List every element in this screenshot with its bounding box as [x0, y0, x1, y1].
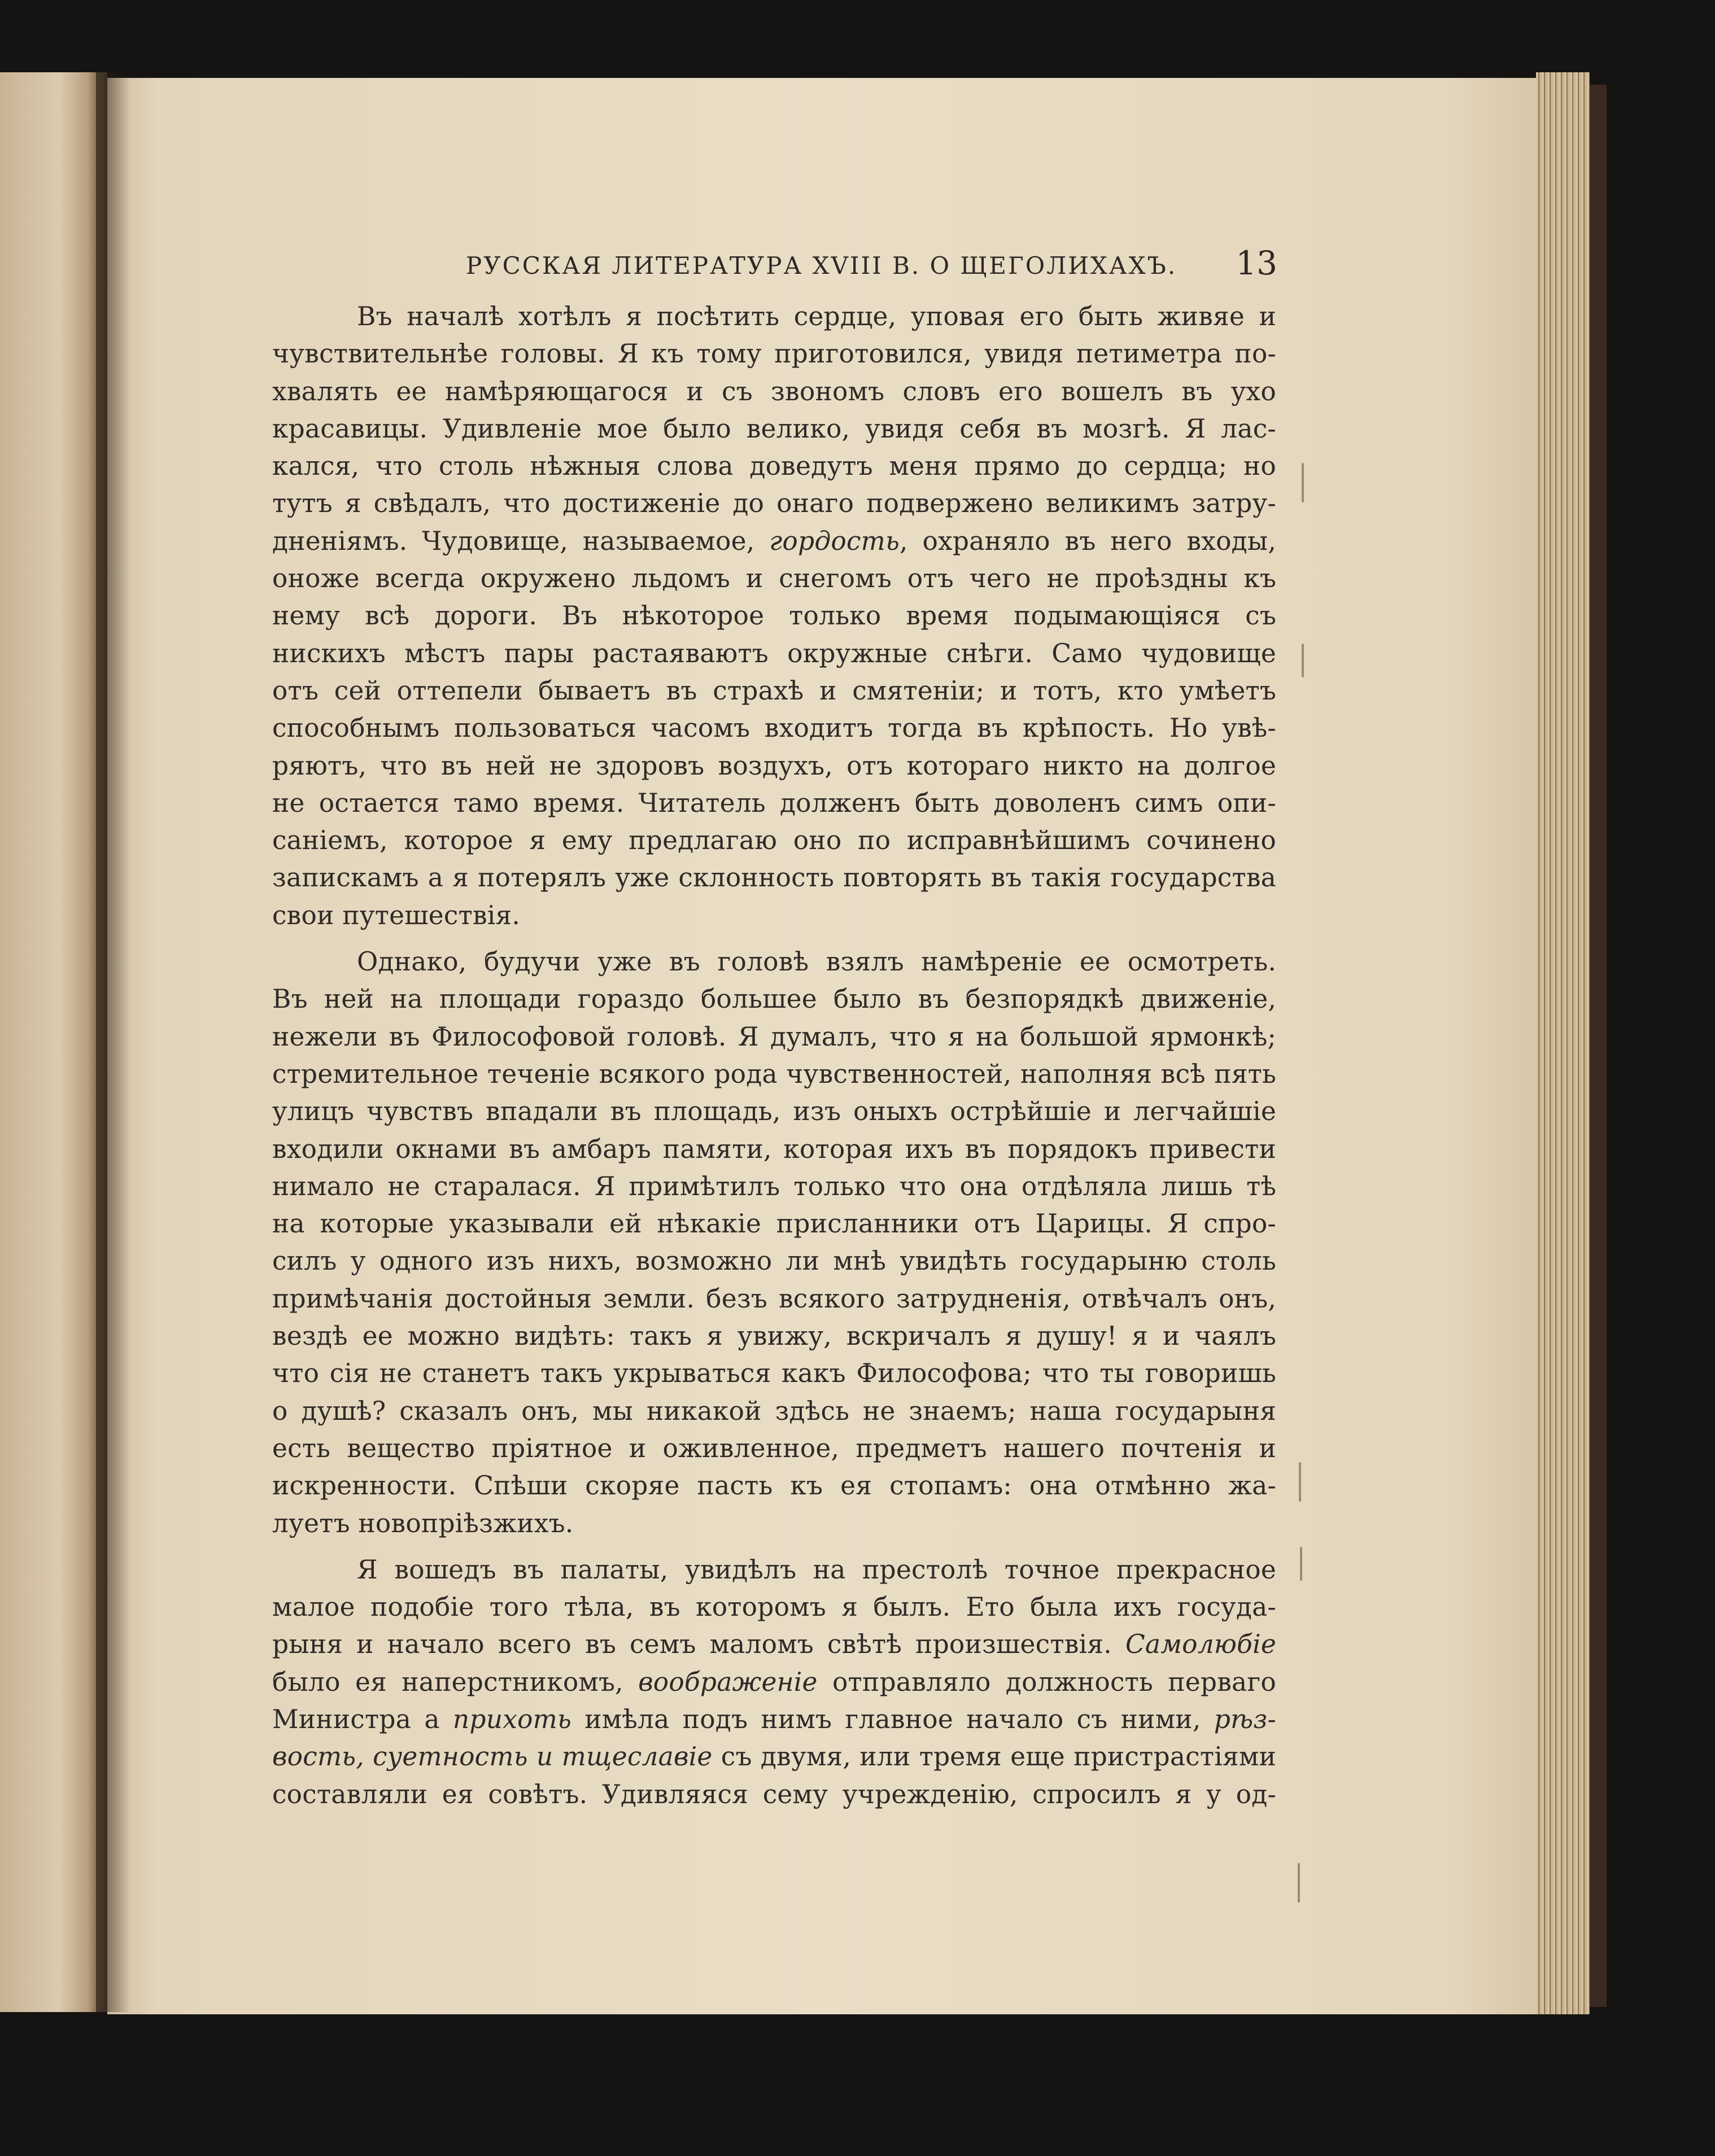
text-run: не остается тамо время. Читатель долженъ быть доволенъ симъ опи- [272, 788, 1276, 818]
text-line [272, 785, 1276, 822]
text-run: луетъ новопріѣзжихъ. [272, 1508, 574, 1538]
text-line [272, 298, 1276, 335]
text-line [272, 448, 1276, 485]
text-run: ряютъ, что въ ней не здоровъ воздухъ, отъ котораго никто на долгое [272, 750, 1276, 781]
text-run: , охраняло въ него входы, [899, 526, 1276, 556]
text-run: составляли ея совѣтъ. Удивляяся сему учрежденію, спросилъ я у од- [272, 1779, 1276, 1809]
text-run: отправляло должность перваго [817, 1667, 1276, 1697]
left-page-edge [0, 72, 107, 2012]
text-run: запискамъ а я потерялъ уже склонность повторять въ такія государства [272, 863, 1276, 893]
body-text [272, 298, 1276, 1813]
text-run: кался, что столь нѣжныя слова доведутъ меня прямо до сердца; но [272, 451, 1276, 482]
text-line [272, 1318, 1276, 1355]
italic-term: Самолюбіе [1125, 1629, 1276, 1660]
page-edges [1536, 72, 1590, 2014]
text-line [272, 1280, 1276, 1318]
text-run: силъ у одного изъ нихъ, возможно ли мнѣ увидѣть государыню столь [272, 1246, 1276, 1276]
italic-term: воображеніе [638, 1667, 818, 1697]
text-run: красавицы. Удивленіе мое было велико, увидя себя въ мозгѣ. Я лас- [272, 413, 1276, 444]
text-line [272, 1776, 1276, 1813]
text-run: съ двумя, или тремя еще пристрастіями [712, 1742, 1276, 1772]
page-header [271, 244, 1288, 288]
paragraph-gap [272, 1542, 1276, 1551]
text-line [272, 1467, 1276, 1505]
text-line [272, 1205, 1276, 1243]
text-line [272, 1056, 1276, 1093]
text-run: что сія не станетъ такъ укрываться какъ Философова; что ты говоришь [272, 1358, 1276, 1389]
text-line [272, 1430, 1276, 1467]
text-line [272, 1131, 1276, 1168]
text-run: примѣчанія достойныя земли. безъ всякого затрудненія, отвѣчалъ онъ, [272, 1283, 1276, 1314]
italic-term: рѣз- [1214, 1704, 1276, 1734]
text-run: искренности. Спѣши скоряе пасть къ ея стопамъ: она отмѣнно жа- [272, 1471, 1276, 1501]
text-line [272, 335, 1276, 373]
text-run: отъ сей оттепели бываетъ въ страхѣ и смятеніи; и тотъ, кто умѣетъ [272, 675, 1276, 706]
text-line [272, 1243, 1276, 1280]
text-line [272, 373, 1276, 410]
text-run: малое подобіе того тѣла, въ которомъ я былъ. Ето была ихъ госуда- [272, 1592, 1276, 1623]
text-run: нимало не старалася. Я примѣтилъ только что она отдѣляла лишь тѣ [272, 1171, 1276, 1201]
text-run: хвалять ее намѣряющагося и съ звономъ словъ его вошелъ въ ухо [272, 376, 1276, 406]
text-run: Въ ней на площади гораздо большее было въ безпорядкѣ движеніе, [272, 984, 1276, 1014]
text-run: есть вещество пріятное и оживленное, предметъ нашего почтенія и [272, 1433, 1276, 1463]
text-line [272, 747, 1276, 785]
text-run: Однако, будучи уже въ головѣ взялъ намѣреніе ее осмотреть. [357, 947, 1276, 977]
text-line [272, 597, 1276, 635]
text-run: входили окнами въ амбаръ памяти, которая ихъ въ порядокъ привести [272, 1134, 1276, 1164]
text-run: свои путешествія. [272, 900, 521, 930]
text-line [272, 1551, 1276, 1589]
text-line [272, 560, 1276, 597]
text-run: чувствительнѣе головы. Я къ тому приготовился, увидя петиметра по- [272, 339, 1276, 369]
text-run: тутъ я свѣдалъ, что достиженіе до онаго подвержено великимъ затру- [272, 488, 1276, 519]
margin-mark [1302, 463, 1304, 502]
text-line [272, 897, 1276, 934]
text-line [272, 1393, 1276, 1430]
italic-term: гордость [769, 526, 900, 556]
text-run: вездѣ ее можно видѣть: такъ я увижу, вскричалъ я душу! я и чаялъ [272, 1321, 1276, 1352]
text-line [272, 981, 1276, 1018]
text-line [272, 485, 1276, 522]
text-line [272, 1505, 1276, 1542]
cover-edge [1590, 85, 1607, 2007]
text-line [272, 1664, 1276, 1701]
text-line [272, 943, 1276, 981]
text-line [272, 1168, 1276, 1205]
text-line [272, 672, 1276, 710]
italic-term: вость, суетность и тщеславіе [272, 1742, 713, 1772]
text-line [272, 523, 1276, 560]
text-line [272, 1738, 1276, 1775]
text-run: имѣла подъ нимъ главное начало съ ними, [571, 1704, 1214, 1734]
text-run: о душѣ? сказалъ онъ, мы никакой здѣсь не знаемъ; наша государыня [272, 1396, 1276, 1426]
page-number: 13 [1236, 244, 1277, 282]
margin-mark [1299, 1462, 1301, 1502]
text-run: способнымъ пользоваться часомъ входитъ тогда въ крѣпость. Но увѣ- [272, 713, 1276, 744]
text-run: Въ началѣ хотѣлъ я посѣтить сердце, уповая его быть живяе и [357, 301, 1276, 331]
text-run: на которые указывали ей нѣкакіе присланники отъ Царицы. Я спро- [272, 1209, 1276, 1239]
text-run: Я вошедъ въ палаты, увидѣлъ на престолѣ точное прекрасное [357, 1554, 1276, 1585]
text-line [272, 1626, 1276, 1663]
text-run: саніемъ, которое я ему предлагаю оно по исправнѣйшимъ сочинено [272, 825, 1276, 856]
running-head: РУССКАЯ ЛИТЕРАТУРА XVIII В. О ЩЕГОЛИХАХЪ. [466, 252, 1177, 279]
text-run: было ея наперстникомъ, [272, 1667, 639, 1697]
text-line [272, 859, 1276, 896]
text-run: нежели въ Философовой головѣ. Я думалъ, что я на большой ярмонкѣ; [272, 1021, 1276, 1052]
text-run: нему всѣ дороги. Въ нѣкоторое только время подымающіяся съ [272, 601, 1276, 631]
margin-mark [1298, 1863, 1300, 1903]
text-run: улицъ чувствъ впадали въ площадь, изъ оныхъ острѣйшіе и легчайшіе [272, 1096, 1276, 1127]
italic-term: прихоть [452, 1704, 571, 1734]
text-run: оноже всегда окружено льдомъ и снегомъ отъ чего не проѣздны къ [272, 563, 1276, 594]
text-line [272, 410, 1276, 448]
text-line [272, 1355, 1276, 1392]
text-run: дненіямъ. Чудовище, называемое, [272, 526, 770, 556]
margin-mark [1302, 644, 1304, 677]
gutter-shadow [96, 72, 130, 2012]
text-line [272, 710, 1276, 747]
margin-mark [1300, 1547, 1302, 1581]
text-line [272, 1701, 1276, 1738]
text-run: нискихъ мѣстъ пары растаяваютъ окружные снѣги. Само чудовище [272, 638, 1276, 668]
text-line [272, 822, 1276, 859]
text-run: рыня и начало всего въ семъ маломъ свѣтѣ произшествія. [272, 1629, 1125, 1660]
text-line [272, 635, 1276, 672]
text-line [272, 1589, 1276, 1626]
paragraph-gap [272, 934, 1276, 943]
text-line [272, 1093, 1276, 1130]
text-run: стремительное теченіе всякого рода чувственностей, наполняя всѣ пять [272, 1059, 1276, 1089]
text-line [272, 1018, 1276, 1056]
text-run: Министра а [272, 1704, 453, 1734]
